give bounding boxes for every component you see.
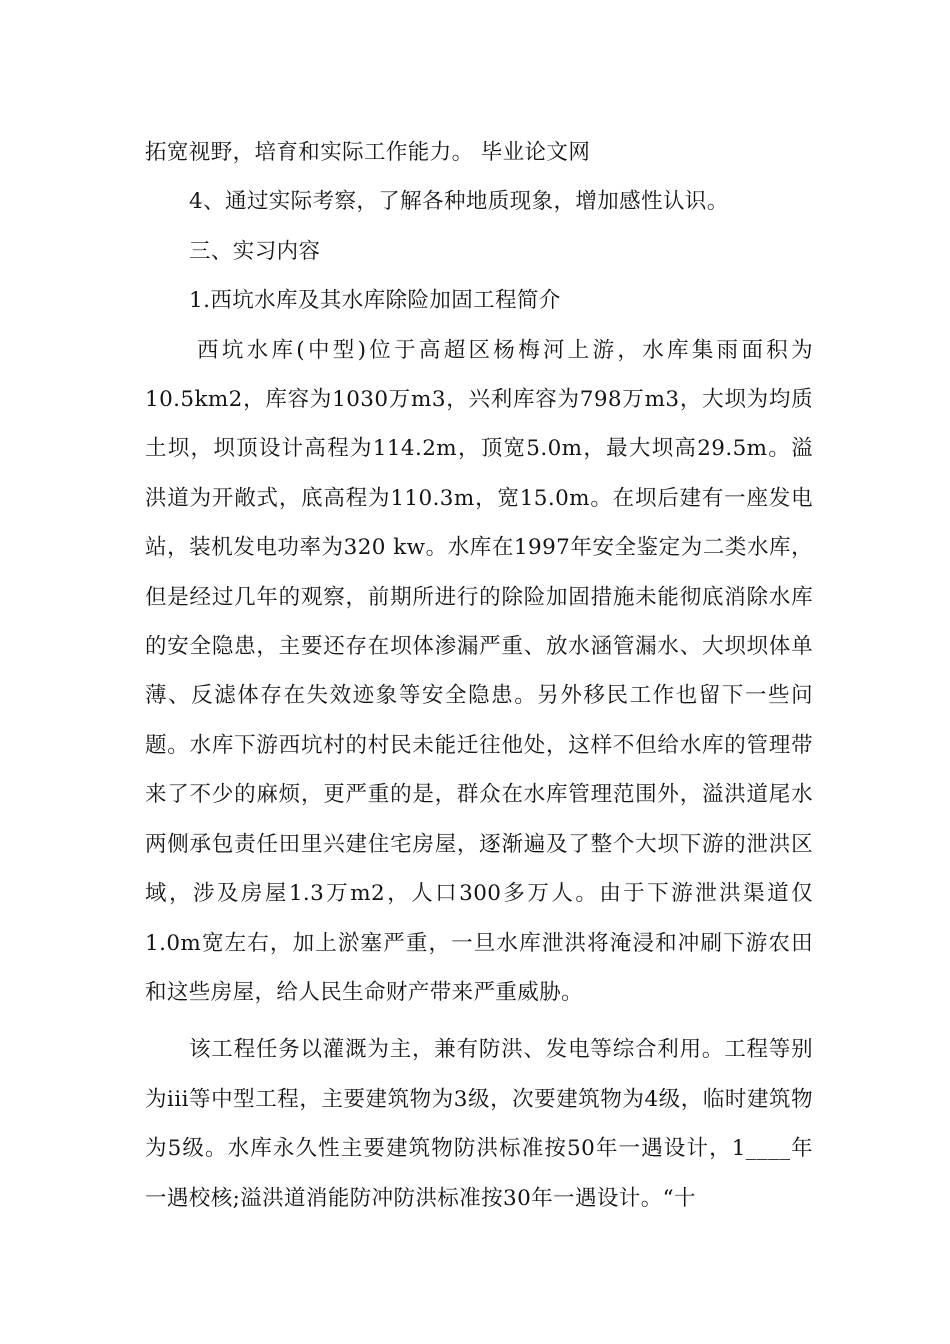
subsection-heading: 1.西坑水库及其水库除险加固工程简介 [189, 288, 561, 314]
paragraph-project-task: 该工程任务以灌溉为主，兼有防洪、发电等综合利用。工程等别为iii等中型工程，主要建筑物为3级，次要建筑物为4级，临时建筑物为5级。水库永久性主要建筑物防洪标准按50年一遇设计，1____年一遇校核;溢洪道消能防冲防洪标准按30年一遇设计。“十 [145, 1037, 813, 1211]
paragraph-1: 拓宽视野，培育和实际工作能力。 毕业论文网 [145, 140, 591, 165]
body-text [145, 128, 813, 1223]
paragraph-reservoir-intro: 西坑水库(中型)位于高超区杨梅河上游，水库集雨面积为10.5km2，库容为1030万m3，兴利库容为798万m3，大坝为均质土坝，坝顶设计高程为114.2m，顶宽5.0m，最大坝高29.5m。溢洪道为开敞式，底高程为110.3m，宽15.0m。在坝后建有一座发电站，装机发电功率为320 kw。水库在1997年安全鉴定为二类水库，但是经过几年的观察，前期所进行的除险加固措施未能彻底消除水库的安全隐患，主要还存在坝体渗漏严重、放水涵管漏水、大坝坝体单薄、反滤体存在失效迹象等安全隐患。另外移民工作也留下一些问题。水库下游西坑村的村民未能迁往他处，这样不但给水库的管理带来了不少的麻烦，更严重的是，群众在水库管理范围外，溢洪道尾水两侧承包责任田里兴建住宅房屋，逐渐遍及了整个大坝下游的泄洪区域，涉及房屋1.3万m2，人口300多万人。由于下游泄洪渠道仅1.0m宽左右，加上淤塞严重，一旦水库泄洪将淹浸和冲刷下游农田和这些房屋，给人民生命财产带来严重威胁。 [145, 337, 813, 1005]
paragraph-2: 4、通过实际考察，了解各种地质现象，增加感性认识。 [189, 189, 729, 215]
section-heading: 三、实习内容 [189, 238, 321, 264]
